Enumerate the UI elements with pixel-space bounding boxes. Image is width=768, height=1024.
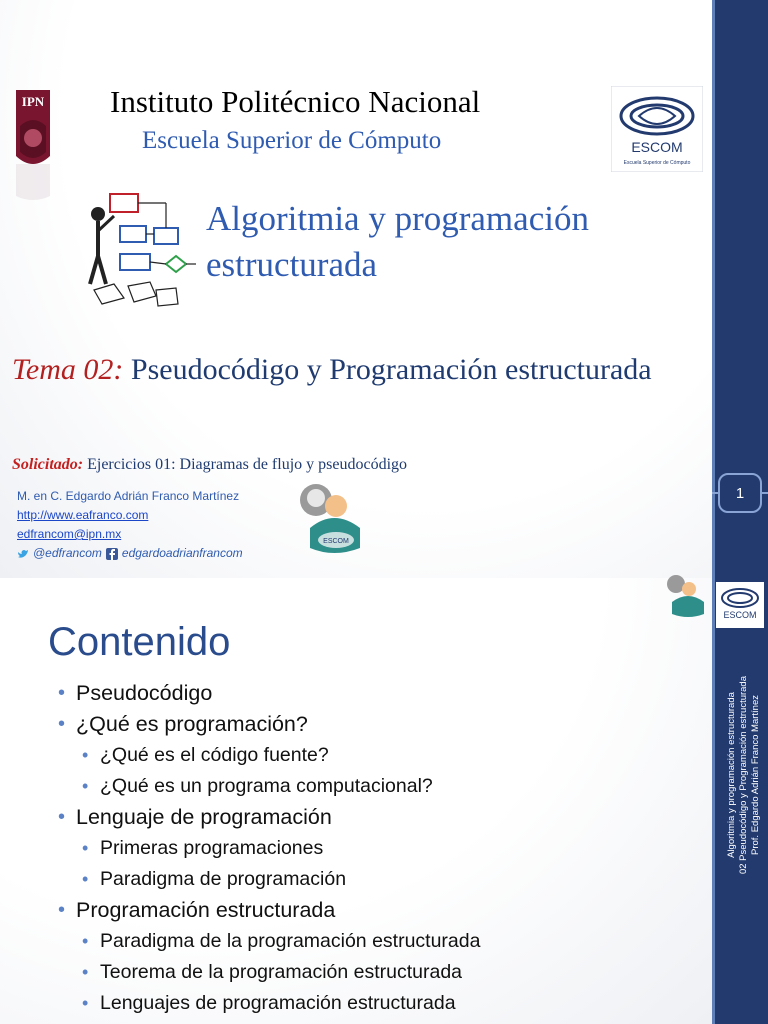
- author-avatar-small: [666, 574, 710, 618]
- bullet-icon: •: [82, 931, 89, 951]
- bullet-icon: •: [82, 776, 89, 796]
- contents-subitem: [58, 833, 480, 864]
- contents-item-text: Programación estructurada: [76, 898, 336, 922]
- contents-subitem: [58, 988, 480, 1019]
- escom-logo: [611, 86, 703, 172]
- contents-subitem: [58, 771, 480, 802]
- escom-logo-small: [716, 582, 764, 628]
- contents-item-text: Primeras programaciones: [100, 837, 324, 859]
- bullet-icon: •: [58, 806, 66, 828]
- bullet-icon: •: [58, 682, 66, 704]
- svg-text:ESCOM: ESCOM: [323, 538, 349, 545]
- ipn-logo-text: IPN: [21, 94, 45, 109]
- escom-logo-subtext: Escuela Superior de Cómputo: [623, 160, 691, 166]
- facebook-icon: [106, 548, 118, 560]
- requested-line: [12, 456, 407, 474]
- escom-logo-text: ESCOM: [631, 139, 683, 155]
- contents-item: [58, 895, 480, 926]
- bullet-icon: •: [58, 713, 66, 735]
- contents-item: [58, 709, 480, 740]
- sidebar-topic: 02 Pseudocódigo y Programación estructurada: [738, 675, 749, 875]
- contents-item-text: ¿Qué es programación?: [76, 712, 308, 736]
- topic-title: [12, 350, 702, 390]
- contents-item-text: Lenguaje de programación: [76, 805, 332, 829]
- contents-subitem: [58, 957, 480, 988]
- contents-subitem: [58, 926, 480, 957]
- website-link[interactable]: http://www.eafranco.com: [17, 508, 149, 522]
- topic-text: Pseudocódigo y Programación estructurada: [130, 353, 652, 386]
- sidebar-course: Algoritmia y programación estructurada: [726, 692, 737, 858]
- school-title: Escuela Superior de Cómputo: [142, 127, 442, 154]
- requested-label: Solicitado:: [12, 456, 84, 473]
- bullet-icon: •: [82, 745, 89, 765]
- course-title-line1: Algoritmia y programación: [206, 199, 589, 238]
- course-title-line2: estructurada: [206, 245, 378, 284]
- page-number-badge: 1: [718, 473, 762, 513]
- contents-heading: Contenido: [48, 620, 231, 664]
- author-name: M. en C. Edgardo Adrián Franco Martínez: [17, 489, 240, 503]
- sidebar-footer-text: [722, 650, 766, 900]
- bullet-icon: •: [82, 962, 89, 982]
- author-block: [17, 487, 243, 563]
- contents-item-text: Paradigma de programación: [100, 868, 347, 890]
- contents-item-text: ¿Qué es un programa computacional?: [100, 775, 433, 797]
- flowchart-illustration: [84, 186, 202, 314]
- ipn-logo: [10, 86, 56, 204]
- institution-title: Instituto Politécnico Nacional: [110, 84, 481, 119]
- sidebar-professor: Prof. Edgardo Adrián Franco Martínez: [750, 695, 761, 855]
- facebook-handle[interactable]: edgardoadrianfrancom: [121, 546, 243, 560]
- bullet-icon: •: [82, 993, 89, 1013]
- course-title: [206, 196, 706, 288]
- requested-text: Ejercicios 01: Diagramas de flujo y pseudocódigo: [87, 456, 408, 473]
- contents-subitem: [58, 740, 480, 771]
- bullet-icon: •: [82, 869, 89, 889]
- bullet-icon: •: [82, 838, 89, 858]
- contents-item-text: Teorema de la programación estructurada: [100, 961, 463, 983]
- contents-item-text: Paradigma de la programación estructurada: [100, 930, 481, 952]
- author-avatar: [298, 482, 372, 556]
- escom-logo-small-text: ESCOM: [723, 610, 757, 620]
- topic-label: Tema 02:: [12, 353, 124, 386]
- bullet-icon: •: [58, 899, 66, 921]
- contents-slide: [0, 578, 712, 1024]
- twitter-icon: [17, 548, 29, 560]
- contents-subitem: [58, 864, 480, 895]
- contents-item: [58, 802, 480, 833]
- contents-item-text: Pseudocódigo: [76, 681, 213, 705]
- social-links: [17, 544, 243, 563]
- email-link[interactable]: edfrancom@ipn.mx: [17, 527, 122, 541]
- twitter-handle[interactable]: @edfrancom: [33, 546, 102, 560]
- contents-list: [58, 678, 480, 1019]
- contents-item: [58, 678, 480, 709]
- contents-item-text: ¿Qué es el código fuente?: [100, 744, 329, 766]
- contents-item-text: Lenguajes de programación estructurada: [100, 992, 456, 1014]
